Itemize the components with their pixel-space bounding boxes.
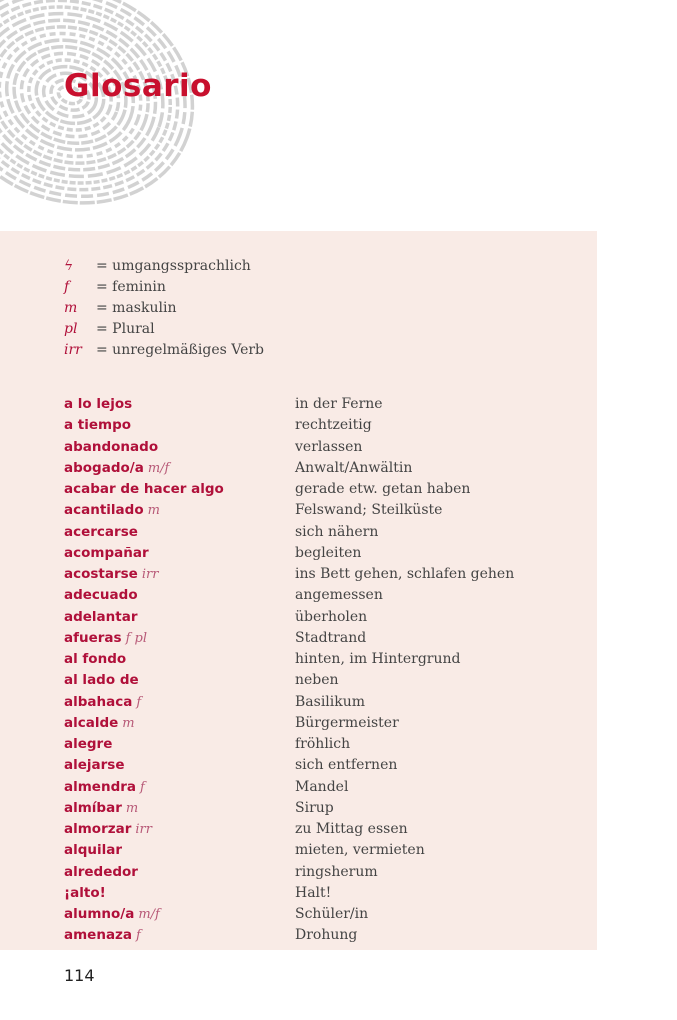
german-translation: Sirup bbox=[295, 799, 334, 816]
term-text: alejarse bbox=[64, 757, 125, 774]
term-text: abogado/a bbox=[64, 459, 144, 476]
grammar-note: m bbox=[147, 503, 160, 519]
legend-text: = feminin bbox=[96, 279, 166, 295]
legend-row bbox=[64, 340, 264, 361]
spanish-term bbox=[64, 522, 138, 543]
term-text: adecuado bbox=[64, 587, 138, 604]
spanish-term bbox=[64, 585, 138, 606]
german-translation: Drohung bbox=[295, 927, 358, 944]
german-translation: Halt! bbox=[295, 884, 332, 901]
legend-row bbox=[64, 277, 264, 298]
spanish-term bbox=[64, 734, 112, 755]
spanish-term bbox=[64, 564, 158, 585]
spanish-term bbox=[64, 904, 160, 925]
german-translation: in der Ferne bbox=[295, 396, 383, 412]
german-translation: gerade etw. getan haben bbox=[295, 481, 471, 497]
spanish-term bbox=[64, 479, 224, 500]
german-translation: mieten, vermieten bbox=[295, 842, 425, 859]
fingerprint-decoration bbox=[0, 0, 200, 210]
abbreviation-legend bbox=[64, 256, 264, 361]
legend-abbr: m bbox=[64, 300, 78, 316]
term-text: alrededor bbox=[64, 863, 138, 880]
spanish-term bbox=[64, 777, 145, 798]
term-text: amenaza bbox=[64, 927, 133, 944]
term-text: al fondo bbox=[64, 651, 127, 667]
german-translation: neben bbox=[295, 672, 339, 689]
legend-text: = maskulin bbox=[96, 300, 177, 316]
legend-abbr: f bbox=[64, 279, 70, 295]
german-translation: zu Mittag essen bbox=[295, 821, 408, 837]
legend-row bbox=[64, 298, 264, 319]
legend-abbr: pl bbox=[64, 321, 78, 337]
grammar-note: m bbox=[122, 715, 135, 731]
german-translation: Bürgermeister bbox=[295, 714, 399, 731]
term-text: almendra bbox=[64, 778, 137, 795]
term-text: alegre bbox=[64, 736, 113, 752]
term-text: a tiempo bbox=[64, 417, 132, 434]
term-text: acantilado bbox=[64, 502, 144, 519]
spanish-term bbox=[64, 543, 149, 564]
term-text: albahaca bbox=[64, 693, 133, 710]
grammar-note: f bbox=[136, 928, 141, 944]
german-translation: verlassen bbox=[295, 438, 363, 455]
spanish-term bbox=[64, 755, 124, 776]
legend-text: = umgangssprachlich bbox=[96, 258, 251, 274]
spanish-term bbox=[64, 692, 141, 713]
grammar-note: m/f bbox=[147, 460, 170, 476]
spanish-term bbox=[64, 798, 138, 819]
spanish-term bbox=[64, 840, 122, 861]
german-translation: Felswand; Steilküste bbox=[295, 502, 443, 519]
german-translation: Schüler/in bbox=[295, 906, 369, 922]
term-text: alumno/a bbox=[64, 906, 135, 922]
german-translation: hinten, im Hintergrund bbox=[295, 651, 461, 667]
term-text: acabar de hacer algo bbox=[64, 481, 224, 497]
grammar-note: irr bbox=[141, 567, 159, 582]
grammar-note: f bbox=[136, 694, 142, 710]
german-translation: begleiten bbox=[295, 544, 362, 561]
legend-text: = unregelmäßiges Verb bbox=[96, 342, 265, 358]
german-translation: ins Bett gehen, schlafen gehen bbox=[295, 566, 515, 582]
spanish-term bbox=[64, 500, 160, 521]
spanish-term bbox=[64, 628, 147, 649]
page-title: Glosario bbox=[64, 68, 212, 104]
german-translation: rechtzeitig bbox=[295, 417, 372, 434]
german-translation: Mandel bbox=[295, 778, 349, 795]
spanish-term bbox=[64, 862, 138, 883]
spanish-term bbox=[64, 437, 158, 458]
legend-abbr: irr bbox=[64, 342, 82, 358]
term-text: ¡alto! bbox=[64, 884, 106, 901]
spanish-term bbox=[64, 607, 138, 628]
spanish-term bbox=[64, 819, 152, 840]
term-text: al lado de bbox=[64, 672, 139, 689]
german-translation: angemessen bbox=[295, 587, 383, 604]
term-text: adelantar bbox=[64, 608, 138, 625]
grammar-note: irr bbox=[135, 822, 152, 837]
spanish-term bbox=[64, 925, 141, 946]
german-translation: sich nähern bbox=[295, 523, 379, 540]
spanish-term bbox=[64, 394, 132, 415]
german-translation: Anwalt/Anwältin bbox=[295, 459, 413, 476]
german-translation: Basilikum bbox=[295, 693, 366, 710]
grammar-note: f bbox=[140, 779, 145, 795]
spanish-term bbox=[64, 670, 139, 691]
grammar-note: f pl bbox=[125, 630, 147, 646]
term-text: alcalde bbox=[64, 714, 119, 731]
page-number: 114 bbox=[64, 966, 95, 985]
legend-row bbox=[64, 256, 264, 277]
term-text: almorzar bbox=[64, 821, 132, 837]
term-text: a lo lejos bbox=[64, 396, 133, 412]
german-translation: Stadtrand bbox=[295, 629, 367, 646]
spanish-term bbox=[64, 883, 106, 904]
legend-abbr: ϟ bbox=[64, 258, 74, 274]
spanish-term bbox=[64, 713, 135, 734]
grammar-note: m bbox=[125, 800, 139, 816]
grammar-note: m/f bbox=[138, 907, 160, 922]
german-translation: sich entfernen bbox=[295, 757, 398, 774]
legend-text: = Plural bbox=[96, 321, 155, 337]
spanish-term bbox=[64, 649, 126, 670]
legend-row bbox=[64, 319, 264, 340]
spanish-term bbox=[64, 458, 169, 479]
term-text: alquilar bbox=[64, 842, 123, 859]
term-text: acompañar bbox=[64, 544, 149, 561]
spanish-term bbox=[64, 415, 131, 436]
term-text: afueras bbox=[64, 629, 122, 646]
german-translation: fröhlich bbox=[295, 736, 351, 752]
term-text: acostarse bbox=[64, 566, 138, 582]
term-text: acercarse bbox=[64, 523, 138, 540]
term-text: abandonado bbox=[64, 438, 159, 455]
german-translation: überholen bbox=[295, 608, 368, 625]
term-text: almíbar bbox=[64, 799, 122, 816]
german-translation: ringsherum bbox=[295, 863, 378, 880]
